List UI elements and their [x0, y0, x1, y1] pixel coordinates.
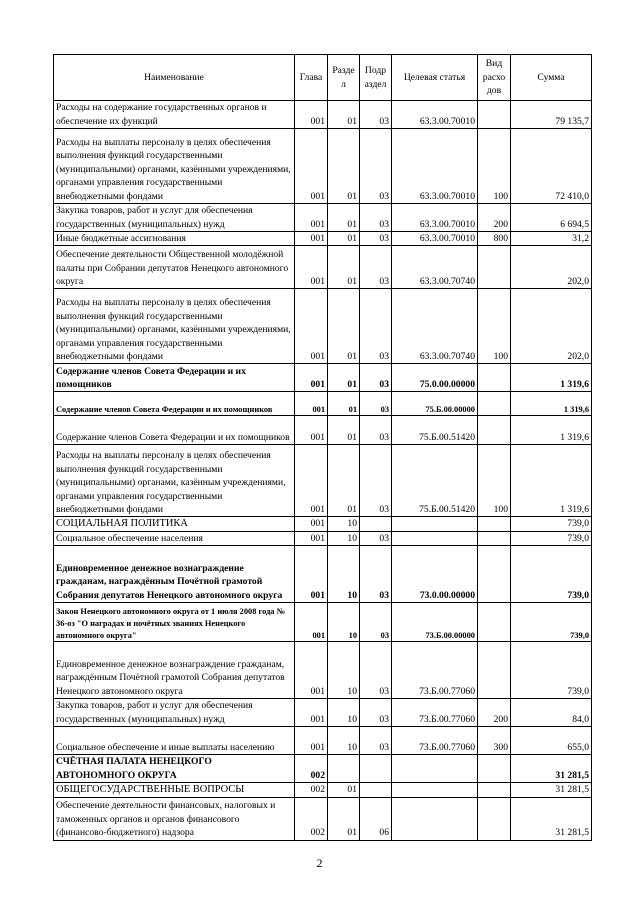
row-razdel: 10 — [328, 727, 360, 755]
row-tselevaya-statya — [392, 755, 478, 783]
row-vid: 200 — [478, 699, 511, 727]
row-summa: 202,0 — [511, 246, 592, 289]
row-name: Расходы на содержание государственных органов и обеспечение их функций — [54, 101, 295, 129]
table-row — [54, 232, 592, 246]
row-tselevaya-statya — [392, 797, 478, 840]
row-vid: 200 — [478, 204, 511, 232]
row-name: Социальное обеспечение населения — [54, 531, 295, 545]
row-razdel: 10 — [328, 531, 360, 545]
row-vid — [478, 416, 511, 445]
row-razdel: 10 — [328, 517, 360, 531]
row-summa: 31 281,5 — [511, 783, 592, 797]
row-glava: 002 — [295, 797, 328, 840]
row-podrazdel — [360, 783, 392, 797]
table-row — [54, 392, 592, 416]
table-row — [54, 727, 592, 755]
row-summa: 1 319,6 — [511, 364, 592, 392]
row-name: СОЦИАЛЬНАЯ ПОЛИТИКА — [54, 517, 295, 531]
row-glava: 001 — [295, 699, 328, 727]
row-razdel — [328, 755, 360, 783]
row-glava: 001 — [295, 531, 328, 545]
row-razdel: 10 — [328, 603, 360, 642]
row-glava: 001 — [295, 289, 328, 364]
row-razdel: 01 — [328, 232, 360, 246]
row-tselevaya-statya: 63.3.00.70740 — [392, 289, 478, 364]
row-name: Обеспечение деятельности Общественной молодёжной палаты при Собрании депутатов Ненецкого автономного округа — [54, 246, 295, 289]
table-row — [54, 517, 592, 531]
row-name: Обеспечение деятельности финансовых, налоговых и таможенных органов и органов финансового (финансово-бюджетного) надзора — [54, 797, 295, 840]
row-podrazdel: 03 — [360, 445, 392, 517]
row-summa: 1 319,6 — [511, 416, 592, 445]
row-razdel: 01 — [328, 445, 360, 517]
table-row — [54, 642, 592, 699]
table-row — [54, 603, 592, 642]
row-razdel: 01 — [328, 204, 360, 232]
row-glava: 001 — [295, 204, 328, 232]
row-vid — [478, 392, 511, 416]
row-summa: 739,0 — [511, 531, 592, 545]
row-razdel: 10 — [328, 699, 360, 727]
row-name: Закупка товаров, работ и услуг для обеспечения государственных (муниципальных) нужд — [54, 699, 295, 727]
header-summa: Сумма — [511, 55, 592, 101]
row-name: Расходы на выплаты персоналу в целях обеспечения выполнения функций государственными (муниципальными) органами, казёнными учреждениями, органами управления государственными внебюджетными фондами — [54, 289, 295, 364]
row-podrazdel — [360, 517, 392, 531]
row-tselevaya-statya: 63.3.00.70010 — [392, 232, 478, 246]
row-razdel: 01 — [328, 289, 360, 364]
row-podrazdel — [360, 755, 392, 783]
row-name: Единовременное денежное вознаграждение гражданам, награждённым Почётной грамотой Собрания депутатов Ненецкого автономного округа — [54, 642, 295, 699]
row-razdel: 01 — [328, 101, 360, 129]
row-tselevaya-statya: 73.0.00.00000 — [392, 546, 478, 603]
row-tselevaya-statya: 63.3.00.70010 — [392, 129, 478, 204]
row-glava: 001 — [295, 101, 328, 129]
table-row — [54, 445, 592, 517]
row-summa: 31 281,5 — [511, 797, 592, 840]
table-row — [54, 699, 592, 727]
row-vid — [478, 517, 511, 531]
row-name: СЧЁТНАЯ ПАЛАТА НЕНЕЦКОГО АВТОНОМНОГО ОКРУГА — [54, 755, 295, 783]
row-name: Закупка товаров, работ и услуг для обеспечения государственных (муниципальных) нужд — [54, 204, 295, 232]
row-name: Содержание членов Совета Федерации и их помощников — [54, 392, 295, 416]
row-podrazdel: 03 — [360, 232, 392, 246]
row-podrazdel: 06 — [360, 797, 392, 840]
header-glava: Глава — [295, 55, 328, 101]
row-tselevaya-statya: 73.Б.00.00000 — [392, 603, 478, 642]
row-summa: 1 319,6 — [511, 445, 592, 517]
row-vid: 100 — [478, 129, 511, 204]
row-vid — [478, 246, 511, 289]
page-number: 2 — [316, 856, 323, 870]
row-glava: 001 — [295, 546, 328, 603]
row-glava: 001 — [295, 603, 328, 642]
row-name: Содержание членов Совета Федерации и их помощников — [54, 364, 295, 392]
row-glava: 001 — [295, 232, 328, 246]
row-glava: 001 — [295, 727, 328, 755]
table-row — [54, 531, 592, 545]
row-tselevaya-statya — [392, 531, 478, 545]
table-header-row — [54, 55, 592, 101]
row-tselevaya-statya: 73.Б.00.77060 — [392, 727, 478, 755]
table-row — [54, 101, 592, 129]
row-name: Иные бюджетные ассигнования — [54, 232, 295, 246]
row-summa: 739,0 — [511, 517, 592, 531]
row-podrazdel: 03 — [360, 603, 392, 642]
row-podrazdel: 03 — [360, 531, 392, 545]
row-podrazdel: 03 — [360, 416, 392, 445]
row-vid — [478, 101, 511, 129]
row-glava: 001 — [295, 364, 328, 392]
row-summa: 1 319,6 — [511, 392, 592, 416]
header-name: Наименование — [54, 55, 295, 101]
row-podrazdel: 03 — [360, 246, 392, 289]
table-row — [54, 364, 592, 392]
header-razdel: Разде л — [328, 55, 360, 101]
table-row — [54, 289, 592, 364]
row-glava: 001 — [295, 129, 328, 204]
row-podrazdel: 03 — [360, 642, 392, 699]
table-row — [54, 783, 592, 797]
row-summa: 739,0 — [511, 642, 592, 699]
table-row — [54, 246, 592, 289]
row-vid — [478, 642, 511, 699]
row-summa: 739,0 — [511, 546, 592, 603]
row-razdel: 01 — [328, 129, 360, 204]
row-razdel: 01 — [328, 783, 360, 797]
row-glava: 002 — [295, 783, 328, 797]
row-name: Содержание членов Совета Федерации и их помощников — [54, 416, 295, 445]
row-tselevaya-statya: 63.3.00.70010 — [392, 101, 478, 129]
row-tselevaya-statya: 75.Б.00.51420 — [392, 445, 478, 517]
row-podrazdel: 03 — [360, 289, 392, 364]
row-glava: 001 — [295, 517, 328, 531]
row-glava: 001 — [295, 416, 328, 445]
header-tselevaya-statya: Целевая статья — [392, 55, 478, 101]
row-podrazdel: 03 — [360, 392, 392, 416]
row-summa: 84,0 — [511, 699, 592, 727]
row-podrazdel: 03 — [360, 101, 392, 129]
row-vid: 100 — [478, 445, 511, 517]
row-tselevaya-statya: 75.Б.00.00000 — [392, 392, 478, 416]
row-vid: 800 — [478, 232, 511, 246]
table-row — [54, 755, 592, 783]
row-summa: 72 410,0 — [511, 129, 592, 204]
header-podrazdel: Подр аздел — [360, 55, 392, 101]
row-glava: 001 — [295, 246, 328, 289]
row-vid — [478, 755, 511, 783]
table-row — [54, 416, 592, 445]
row-tselevaya-statya: 73.Б.00.77060 — [392, 642, 478, 699]
row-tselevaya-statya: 63.3.00.70740 — [392, 246, 478, 289]
row-name: ОБЩЕГОСУДАРСТВЕННЫЕ ВОПРОСЫ — [54, 783, 295, 797]
row-vid: 300 — [478, 727, 511, 755]
row-name: Расходы на выплаты персоналу в целях обеспечения выполнения функций государственными (муниципальными) органами, казённым учреждениями, органами управления государственными внебюджетными фондами — [54, 445, 295, 517]
row-tselevaya-statya — [392, 783, 478, 797]
table-row — [54, 797, 592, 840]
row-name: Единовременное денежное вознаграждение гражданам, награждённым Почётной грамотой Собрания депутатов Ненецкого автономного округа — [54, 546, 295, 603]
header-vid-raskhodov: Вид расхо дов — [478, 55, 511, 101]
row-name: Социальное обеспечение и иные выплаты населению — [54, 727, 295, 755]
row-razdel: 10 — [328, 546, 360, 603]
row-tselevaya-statya: 75.0.00.00000 — [392, 364, 478, 392]
table-row — [54, 129, 592, 204]
row-name: Расходы на выплаты персоналу в целях обеспечения выполнения функций государственными (муниципальными) органами, казёнными учреждениями, органами управления государственными внебюджетными фондами — [54, 129, 295, 204]
row-vid — [478, 364, 511, 392]
row-tselevaya-statya: 73.Б.00.77060 — [392, 699, 478, 727]
row-vid: 100 — [478, 289, 511, 364]
row-razdel: 01 — [328, 797, 360, 840]
row-vid — [478, 783, 511, 797]
table-row — [54, 204, 592, 232]
row-vid — [478, 797, 511, 840]
row-vid — [478, 603, 511, 642]
row-razdel: 01 — [328, 416, 360, 445]
row-glava: 001 — [295, 642, 328, 699]
row-summa: 31,2 — [511, 232, 592, 246]
row-vid — [478, 546, 511, 603]
row-summa: 31 281,5 — [511, 755, 592, 783]
row-summa: 202,0 — [511, 289, 592, 364]
row-tselevaya-statya: 63.3.00.70010 — [392, 204, 478, 232]
table-row — [54, 546, 592, 603]
row-tselevaya-statya: 75.Б.00.51420 — [392, 416, 478, 445]
row-razdel: 10 — [328, 642, 360, 699]
row-glava: 001 — [295, 392, 328, 416]
row-glava: 002 — [295, 755, 328, 783]
row-name: Закон Ненецкого автономного округа от 1 июля 2008 года № 36-оз "О наградах и почётных званиях Ненецкого автономного округа" — [54, 603, 295, 642]
row-podrazdel: 03 — [360, 364, 392, 392]
row-glava: 001 — [295, 445, 328, 517]
row-vid — [478, 531, 511, 545]
row-razdel: 01 — [328, 392, 360, 416]
row-summa: 79 135,7 — [511, 101, 592, 129]
row-summa: 6 694,5 — [511, 204, 592, 232]
row-podrazdel: 03 — [360, 546, 392, 603]
row-podrazdel: 03 — [360, 129, 392, 204]
row-summa: 739,0 — [511, 603, 592, 642]
row-podrazdel: 03 — [360, 727, 392, 755]
row-podrazdel: 03 — [360, 204, 392, 232]
row-podrazdel: 03 — [360, 699, 392, 727]
budget-table — [53, 54, 592, 841]
row-razdel: 01 — [328, 246, 360, 289]
row-summa: 655,0 — [511, 727, 592, 755]
row-tselevaya-statya — [392, 517, 478, 531]
row-razdel: 01 — [328, 364, 360, 392]
